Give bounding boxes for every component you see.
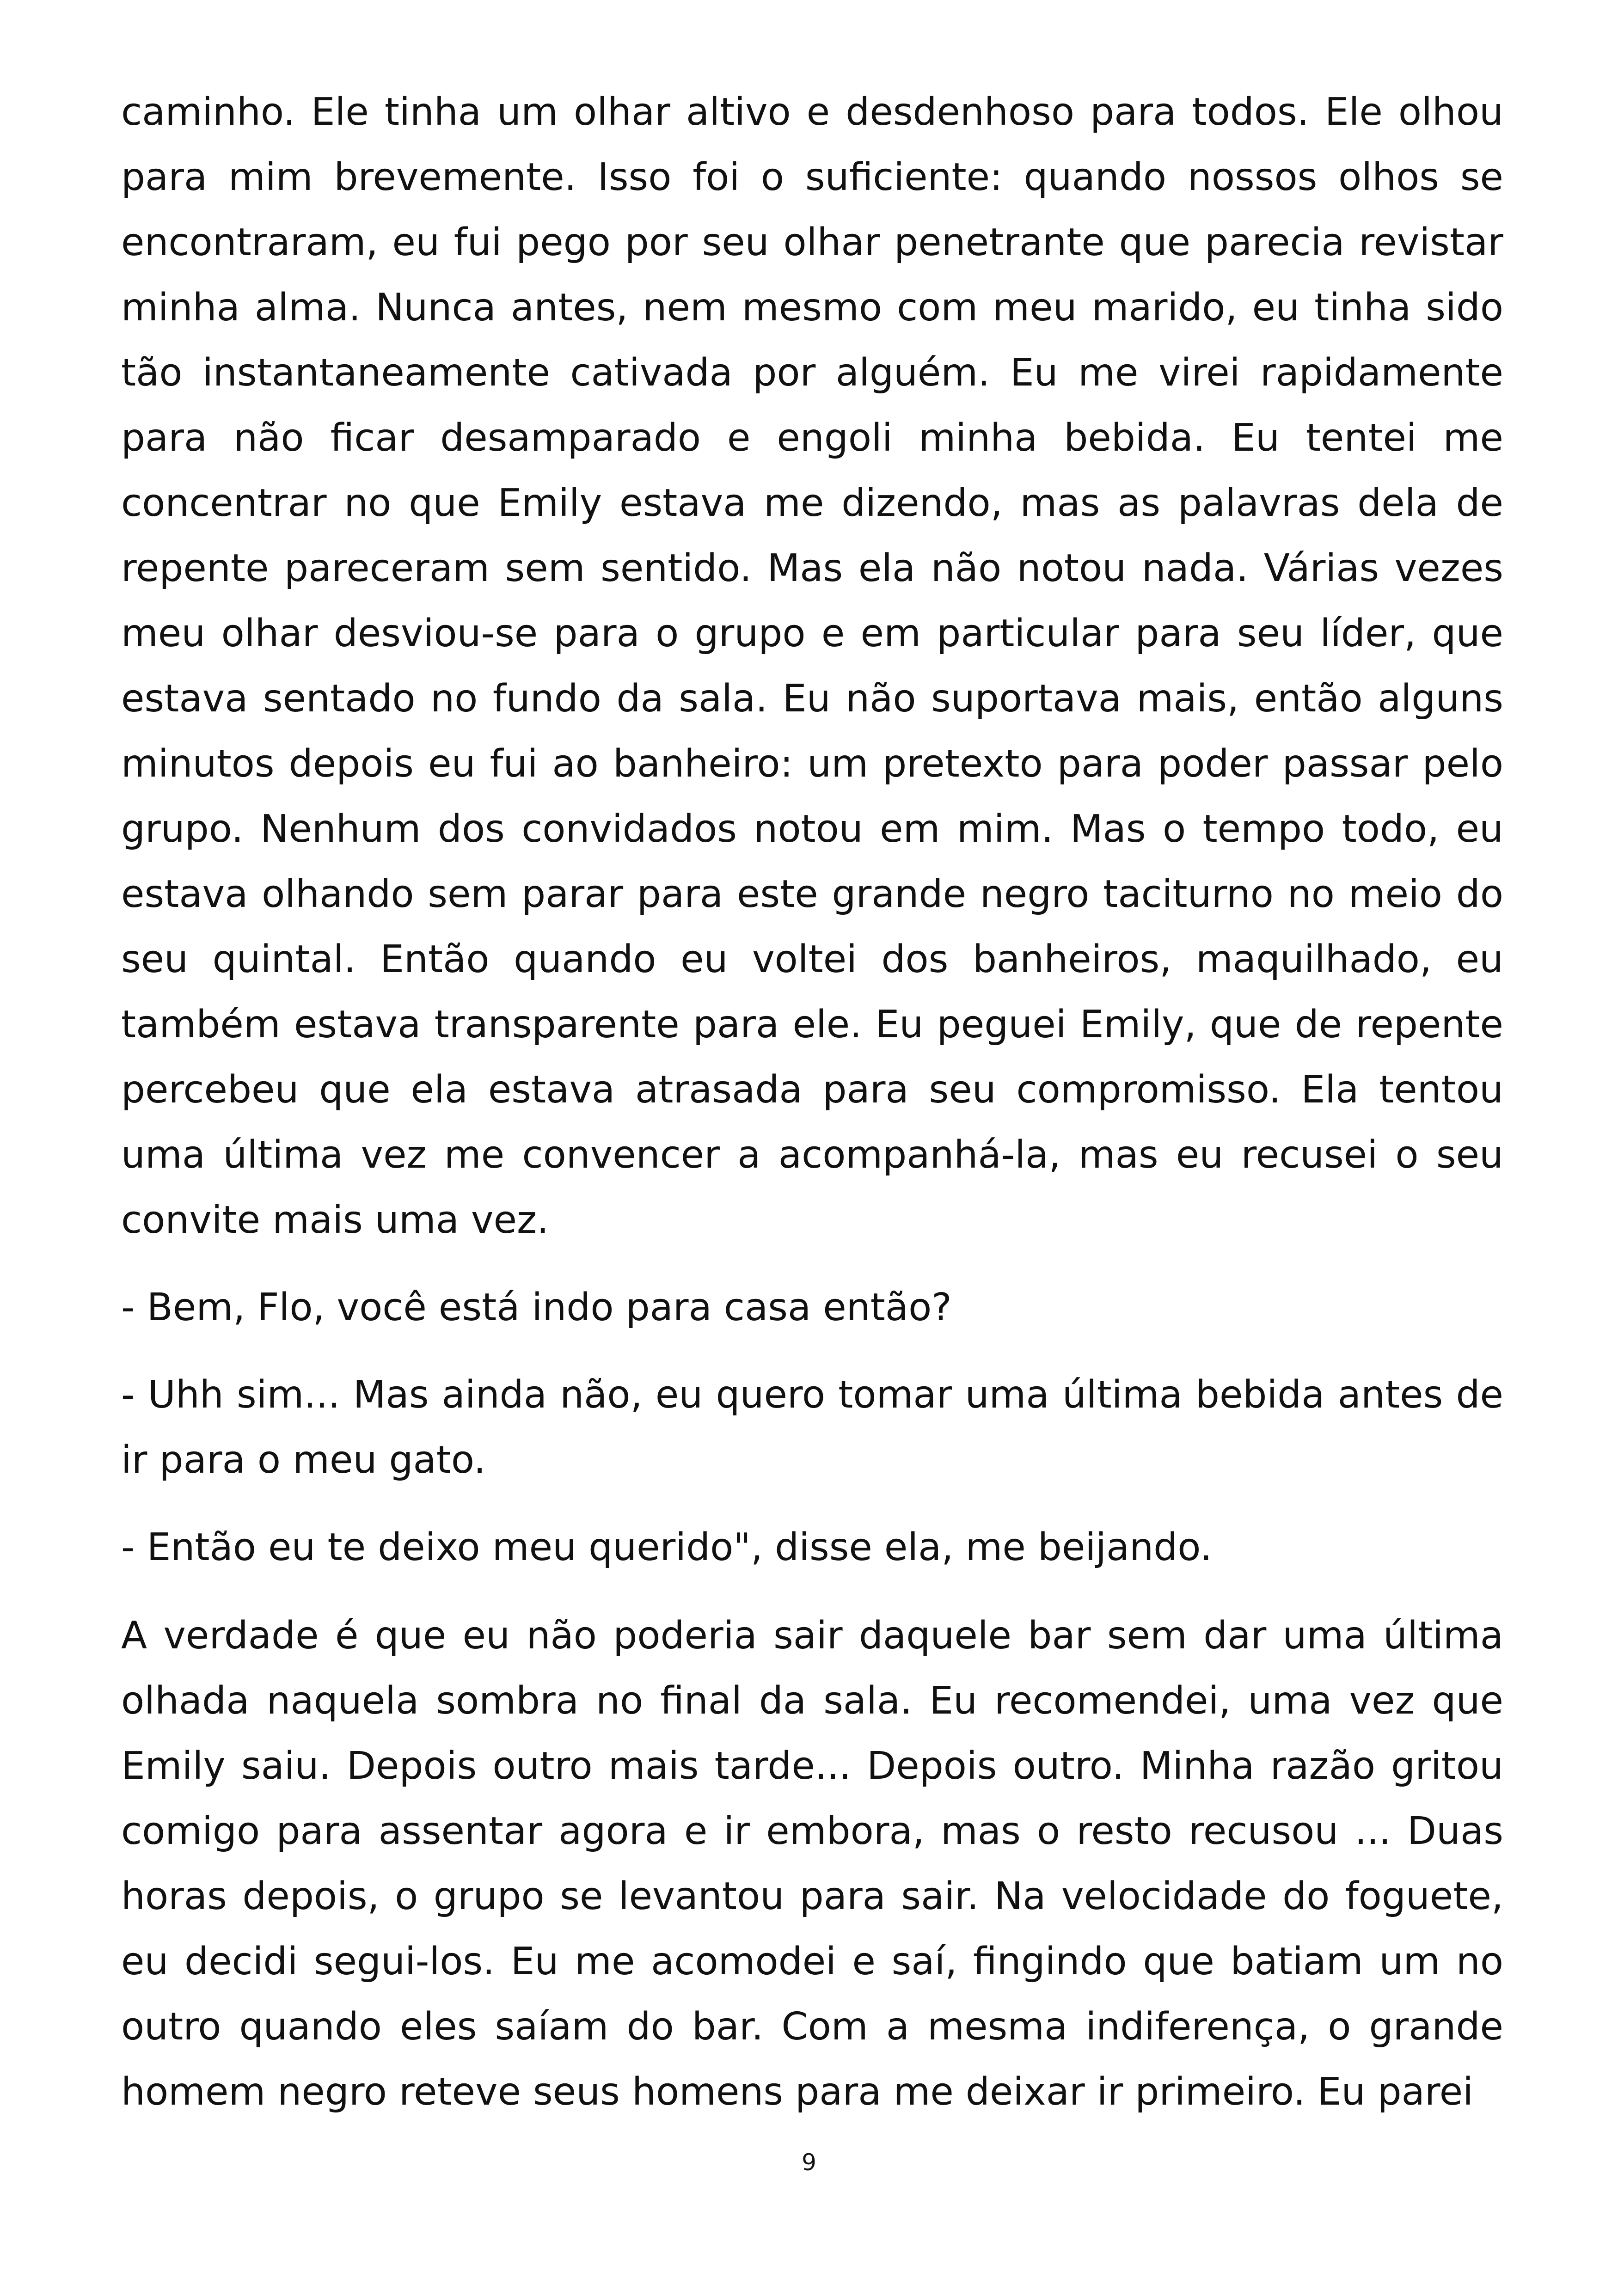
paragraph-dialogue-2: - Uhh sim... Mas ainda não, eu quero tomar uma última bebida antes de ir para o meu gato.	[121, 1373, 1503, 1482]
page-body	[121, 80, 1503, 2125]
paragraph-dialogue-1: - Bem, Flo, você está indo para casa então?	[121, 1286, 952, 1329]
page-number: 9	[802, 2149, 816, 2176]
paragraph-dialogue-3: - Então eu te deixo meu querido", disse ela, me beijando.	[121, 1525, 1213, 1569]
paragraph-narrative-2: A verdade é que eu não poderia sair daquele bar sem dar uma última olhada naquela sombra no final da sala. Eu recomendei, uma vez que Emily saiu. Depois outro mais tarde... Depois outro. Minha razão gritou comigo para assentar agora e ir embora, mas o resto recusou ... Duas horas depois, o grupo se levantou para sair. Na velocidade do foguete, eu decidi segui-los. Eu me acomodei e saí, fingindo que batiam um no outro quando eles saíam do bar. Com a mesma indiferença, o grande homem negro reteve seus homens para me deixar ir primeiro. Eu parei	[121, 1614, 1503, 2114]
paragraph-narrative-1: caminho. Ele tinha um olhar altivo e desdenhoso para todos. Ele olhou para mim brevemente. Isso foi o suficiente: quando nossos olhos se encontraram, eu fui pego por seu olhar penetrante que parecia revistar minha alma. Nunca antes, nem mesmo com meu marido, eu tinha sido tão instantaneamente cativada por alguém. Eu me virei rapidamente para não ficar desamparado e engoli minha bebida. Eu tentei me concentrar no que Emily estava me dizendo, mas as palavras dela de repente pareceram sem sentido. Mas ela não notou nada. Várias vezes meu olhar desviou-se para o grupo e em particular para seu líder, que estava sentado no fundo da sala. Eu não suportava mais, então alguns minutos depois eu fui ao banheiro: um pretexto para poder passar pelo grupo. Nenhum dos convidados notou em mim. Mas o tempo todo, eu estava olhando sem parar para este grande negro taciturno no meio do seu quintal. Então quando eu voltei dos banheiros, maquilhado, eu também estava transparente para ele. Eu peguei Emily, que de repente percebeu que ela estava atrasada para seu compromisso. Ela tentou uma última vez me convencer a acompanhá-la, mas eu recusei o seu convite mais uma vez.	[121, 90, 1503, 1242]
